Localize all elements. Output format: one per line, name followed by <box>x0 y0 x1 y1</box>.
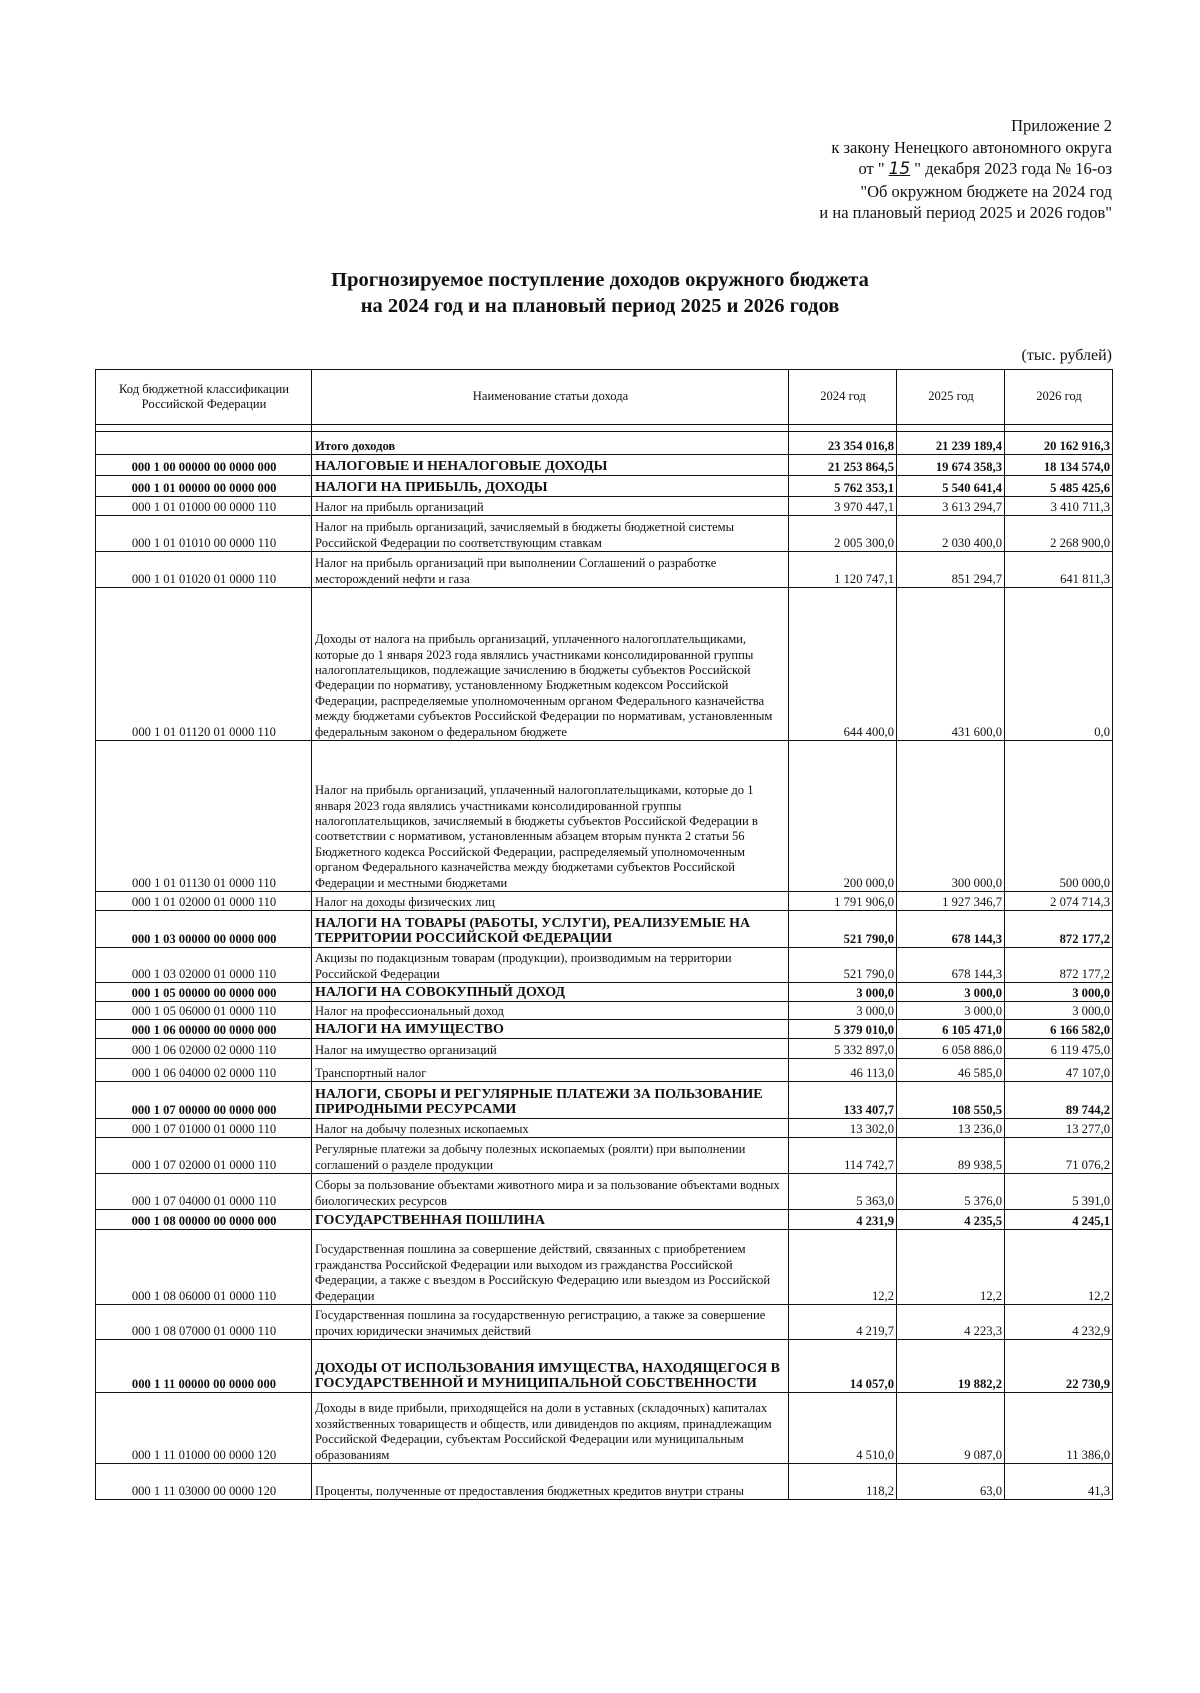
table-row <box>96 1174 1113 1210</box>
row-value-2026: 2 268 900,0 <box>1005 516 1113 552</box>
date-suffix: " декабря 2023 года № 16-оз <box>914 159 1112 178</box>
row-value-2024: 2 005 300,0 <box>789 516 897 552</box>
table-row <box>96 983 1113 1002</box>
row-name: Налог на имущество организаций <box>312 1039 789 1059</box>
table-row <box>96 455 1113 476</box>
row-value-2025: 431 600,0 <box>897 588 1005 741</box>
row-value-2025: 6 058 886,0 <box>897 1039 1005 1059</box>
document-title <box>0 267 1200 319</box>
row-value-2024: 5 332 897,0 <box>789 1039 897 1059</box>
row-code: 000 1 05 00000 00 0000 000 <box>96 983 312 1002</box>
row-value-2025: 3 000,0 <box>897 983 1005 1002</box>
table-row <box>96 1082 1113 1119</box>
row-code: 000 1 01 01120 01 0000 110 <box>96 588 312 741</box>
row-name: НАЛОГОВЫЕ И НЕНАЛОГОВЫЕ ДОХОДЫ <box>312 455 789 476</box>
row-value-2026: 3 000,0 <box>1005 983 1113 1002</box>
row-value-2024: 521 790,0 <box>789 911 897 948</box>
row-name: НАЛОГИ, СБОРЫ И РЕГУЛЯРНЫЕ ПЛАТЕЖИ ЗА ПОЛЬЗОВАНИЕ ПРИРОДНЫМИ РЕСУРСАМИ <box>312 1082 789 1119</box>
row-code: 000 1 06 02000 02 0000 110 <box>96 1039 312 1059</box>
header-name: Наименование статьи дохода <box>312 370 789 425</box>
row-value-2024: 3 000,0 <box>789 983 897 1002</box>
row-name: ДОХОДЫ ОТ ИСПОЛЬЗОВАНИЯ ИМУЩЕСТВА, НАХОДЯЩЕГОСЯ В ГОСУДАРСТВЕННОЙ И МУНИЦИПАЛЬНОЙ СОБСТВЕННОСТИ <box>312 1340 789 1393</box>
table-row <box>96 432 1113 455</box>
row-name: Акцизы по подакцизным товарам (продукции), производимым на территории Российской Федерации <box>312 948 789 983</box>
row-value-2024: 133 407,7 <box>789 1082 897 1119</box>
table-row <box>96 1002 1113 1020</box>
row-name: Налог на прибыль организаций при выполнении Соглашений о разработке месторождений нефти и газа <box>312 552 789 588</box>
appendix-date-line <box>592 158 1112 181</box>
row-name: НАЛОГИ НА ТОВАРЫ (РАБОТЫ, УСЛУГИ), РЕАЛИЗУЕМЫЕ НА ТЕРРИТОРИИ РОССИЙСКОЙ ФЕДЕРАЦИИ <box>312 911 789 948</box>
row-value-2024: 3 000,0 <box>789 1002 897 1020</box>
row-value-2026: 4 232,9 <box>1005 1305 1113 1340</box>
table-row <box>96 948 1113 983</box>
row-code: 000 1 03 00000 00 0000 000 <box>96 911 312 948</box>
row-value-2024: 3 970 447,1 <box>789 497 897 516</box>
header-gap-row <box>96 425 1113 432</box>
row-name: НАЛОГИ НА СОВОКУПНЫЙ ДОХОД <box>312 983 789 1002</box>
row-name: Доходы от налога на прибыль организаций, уплаченного налогоплательщиками, которые до 1 января 2023 года являлись участниками консолидированной группы налогоплательщиков, подлежащие зачислению в бюджеты субъектов Российской Федерации по нормативу, установленному Бюджетным кодексом Российской Федерации, распределяемые уполномоченным органом Федерального казначейства между бюджетами субъектов Российской Федерации по нормативам, установленным федеральным законом о федеральном бюджете <box>312 588 789 741</box>
row-name: Государственная пошлина за государственную регистрацию, а также за совершение прочих юридически значимых действий <box>312 1305 789 1340</box>
row-value-2026: 500 000,0 <box>1005 741 1113 892</box>
row-name: Налог на прибыль организаций, уплаченный налогоплательщиками, которые до 1 января 2023 года являлись участниками консолидированной группы налогоплательщиков, зачисляемый в бюджеты субъектов Российской Федерации в соответствии с нормативом, установленным абзацем вторым пункта 2 статьи 56 Бюджетного кодекса Российской Федерации, распределяемый уполномоченным органом Федерального казначейства между бюджетами субъектов Российской Федерации и местными бюджетами <box>312 741 789 892</box>
row-code: 000 1 11 01000 00 0000 120 <box>96 1393 312 1464</box>
row-name: Проценты, полученные от предоставления бюджетных кредитов внутри страны <box>312 1464 789 1500</box>
table-row <box>96 1020 1113 1039</box>
header-2024: 2024 год <box>789 370 897 425</box>
row-code: 000 1 01 01010 00 0000 110 <box>96 516 312 552</box>
table-row <box>96 552 1113 588</box>
row-value-2026: 18 134 574,0 <box>1005 455 1113 476</box>
row-code: 000 1 05 06000 01 0000 110 <box>96 1002 312 1020</box>
row-value-2026: 12,2 <box>1005 1230 1113 1305</box>
table-row <box>96 476 1113 497</box>
row-name: НАЛОГИ НА ПРИБЫЛЬ, ДОХОДЫ <box>312 476 789 497</box>
row-value-2025: 678 144,3 <box>897 911 1005 948</box>
header-2026: 2026 год <box>1005 370 1113 425</box>
row-name: Доходы в виде прибыли, приходящейся на доли в уставных (складочных) капиталах хозяйственных товариществ и обществ, или дивидендов по акциям, принадлежащим Российской Федерации, субъектам Российской Федерации или муниципальным образованиям <box>312 1393 789 1464</box>
row-code: 000 1 00 00000 00 0000 000 <box>96 455 312 476</box>
row-value-2025: 46 585,0 <box>897 1059 1005 1082</box>
title-line-2: на 2024 год и на плановый период 2025 и 2026 годов <box>360 295 840 317</box>
row-value-2025: 2 030 400,0 <box>897 516 1005 552</box>
row-value-2026: 872 177,2 <box>1005 911 1113 948</box>
row-value-2026: 5 485 425,6 <box>1005 476 1113 497</box>
row-value-2025: 12,2 <box>897 1230 1005 1305</box>
row-value-2026: 89 744,2 <box>1005 1082 1113 1119</box>
row-code: 000 1 11 00000 00 0000 000 <box>96 1340 312 1393</box>
row-value-2025: 3 000,0 <box>897 1002 1005 1020</box>
row-value-2025: 9 087,0 <box>897 1393 1005 1464</box>
row-value-2026: 872 177,2 <box>1005 948 1113 983</box>
row-value-2024: 644 400,0 <box>789 588 897 741</box>
row-code: 000 1 07 00000 00 0000 000 <box>96 1082 312 1119</box>
row-code: 000 1 01 01130 01 0000 110 <box>96 741 312 892</box>
table-row <box>96 1039 1113 1059</box>
row-value-2026: 4 245,1 <box>1005 1210 1113 1230</box>
row-name: ГОСУДАРСТВЕННАЯ ПОШЛИНА <box>312 1210 789 1230</box>
row-value-2025: 678 144,3 <box>897 948 1005 983</box>
row-value-2025: 851 294,7 <box>897 552 1005 588</box>
table-row <box>96 1340 1113 1393</box>
row-value-2024: 1 120 747,1 <box>789 552 897 588</box>
row-value-2026: 641 811,3 <box>1005 552 1113 588</box>
row-value-2026: 5 391,0 <box>1005 1174 1113 1210</box>
row-code: 000 1 01 00000 00 0000 000 <box>96 476 312 497</box>
row-value-2026: 3 000,0 <box>1005 1002 1113 1020</box>
row-value-2024: 14 057,0 <box>789 1340 897 1393</box>
header-2025: 2025 год <box>897 370 1005 425</box>
row-value-2026: 47 107,0 <box>1005 1059 1113 1082</box>
table-row <box>96 1138 1113 1174</box>
row-value-2026: 6 166 582,0 <box>1005 1020 1113 1039</box>
appendix-law-title-1: "Об окружном бюджете на 2024 год <box>860 181 1112 201</box>
row-value-2024: 23 354 016,8 <box>789 432 897 455</box>
row-value-2024: 5 379 010,0 <box>789 1020 897 1039</box>
table-row <box>96 911 1113 948</box>
row-value-2024: 4 510,0 <box>789 1393 897 1464</box>
units-note: (тыс. рублей) <box>1021 347 1112 364</box>
row-value-2024: 200 000,0 <box>789 741 897 892</box>
table-body <box>96 425 1113 1500</box>
row-name: Регулярные платежи за добычу полезных ископаемых (роялти) при выполнении соглашений о разделе продукции <box>312 1138 789 1174</box>
row-value-2024: 118,2 <box>789 1464 897 1500</box>
row-value-2024: 13 302,0 <box>789 1119 897 1138</box>
row-value-2024: 5 762 353,1 <box>789 476 897 497</box>
row-value-2026: 0,0 <box>1005 588 1113 741</box>
row-value-2026: 41,3 <box>1005 1464 1113 1500</box>
row-value-2025: 108 550,5 <box>897 1082 1005 1119</box>
title-line-1: Прогнозируемое поступление доходов окружного бюджета <box>331 269 869 291</box>
row-value-2025: 21 239 189,4 <box>897 432 1005 455</box>
row-code <box>96 432 312 455</box>
row-code: 000 1 07 01000 01 0000 110 <box>96 1119 312 1138</box>
row-name: Итого доходов <box>312 432 789 455</box>
row-code: 000 1 03 02000 01 0000 110 <box>96 948 312 983</box>
row-code: 000 1 08 06000 01 0000 110 <box>96 1230 312 1305</box>
row-value-2025: 4 223,3 <box>897 1305 1005 1340</box>
row-value-2024: 12,2 <box>789 1230 897 1305</box>
row-value-2026: 11 386,0 <box>1005 1393 1113 1464</box>
table-row <box>96 1119 1113 1138</box>
header-code: Код бюджетной классификации Российской Федерации <box>96 370 312 425</box>
table-row <box>96 497 1113 516</box>
row-value-2025: 3 613 294,7 <box>897 497 1005 516</box>
row-code: 000 1 11 03000 00 0000 120 <box>96 1464 312 1500</box>
row-name: Сборы за пользование объектами животного мира и за пользование объектами водных биологических ресурсов <box>312 1174 789 1210</box>
row-code: 000 1 07 04000 01 0000 110 <box>96 1174 312 1210</box>
table-row <box>96 516 1113 552</box>
handwritten-day: 15 <box>888 159 911 179</box>
table-row <box>96 1230 1113 1305</box>
row-value-2026: 13 277,0 <box>1005 1119 1113 1138</box>
row-name: Налог на добычу полезных ископаемых <box>312 1119 789 1138</box>
row-value-2024: 114 742,7 <box>789 1138 897 1174</box>
appendix-law-ref: к закону Ненецкого автономного округа <box>831 137 1112 157</box>
row-name: Государственная пошлина за совершение действий, связанных с приобретением гражданства Российской Федерации или выходом из гражданства Российской Федерации, а также с въездом в Российскую Федерацию или выездом из Российской Федерации <box>312 1230 789 1305</box>
row-value-2025: 13 236,0 <box>897 1119 1005 1138</box>
appendix-law-title-2: и на плановый период 2025 и 2026 годов" <box>819 203 1112 222</box>
row-value-2025: 6 105 471,0 <box>897 1020 1005 1039</box>
row-name: Налог на доходы физических лиц <box>312 892 789 911</box>
row-code: 000 1 01 01020 01 0000 110 <box>96 552 312 588</box>
row-code: 000 1 01 01000 00 0000 110 <box>96 497 312 516</box>
row-value-2025: 5 376,0 <box>897 1174 1005 1210</box>
row-value-2025: 300 000,0 <box>897 741 1005 892</box>
revenue-table <box>95 369 1113 1500</box>
row-code: 000 1 07 02000 01 0000 110 <box>96 1138 312 1174</box>
table-row <box>96 1305 1113 1340</box>
row-value-2026: 3 410 711,3 <box>1005 497 1113 516</box>
row-value-2024: 21 253 864,5 <box>789 455 897 476</box>
row-value-2026: 71 076,2 <box>1005 1138 1113 1174</box>
row-value-2024: 4 219,7 <box>789 1305 897 1340</box>
row-value-2026: 22 730,9 <box>1005 1340 1113 1393</box>
row-value-2025: 89 938,5 <box>897 1138 1005 1174</box>
row-value-2025: 1 927 346,7 <box>897 892 1005 911</box>
row-value-2026: 20 162 916,3 <box>1005 432 1113 455</box>
table-row <box>96 588 1113 741</box>
row-value-2024: 1 791 906,0 <box>789 892 897 911</box>
table-row <box>96 1393 1113 1464</box>
row-value-2024: 46 113,0 <box>789 1059 897 1082</box>
row-name: Налог на прибыль организаций, зачисляемый в бюджеты бюджетной системы Российской Федерации по соответствующим ставкам <box>312 516 789 552</box>
row-value-2026: 6 119 475,0 <box>1005 1039 1113 1059</box>
row-value-2024: 5 363,0 <box>789 1174 897 1210</box>
row-name: НАЛОГИ НА ИМУЩЕСТВО <box>312 1020 789 1039</box>
row-value-2024: 4 231,9 <box>789 1210 897 1230</box>
table-row <box>96 892 1113 911</box>
table-header-row <box>96 370 1113 425</box>
table-row <box>96 1059 1113 1082</box>
row-value-2026: 2 074 714,3 <box>1005 892 1113 911</box>
table-row <box>96 1210 1113 1230</box>
row-value-2025: 5 540 641,4 <box>897 476 1005 497</box>
row-value-2024: 521 790,0 <box>789 948 897 983</box>
table-row <box>96 1464 1113 1500</box>
row-value-2025: 63,0 <box>897 1464 1005 1500</box>
row-code: 000 1 01 02000 01 0000 110 <box>96 892 312 911</box>
table-row <box>96 741 1113 892</box>
row-code: 000 1 08 07000 01 0000 110 <box>96 1305 312 1340</box>
row-name: Налог на прибыль организаций <box>312 497 789 516</box>
row-name: Налог на профессиональный доход <box>312 1002 789 1020</box>
row-code: 000 1 06 04000 02 0000 110 <box>96 1059 312 1082</box>
row-code: 000 1 06 00000 00 0000 000 <box>96 1020 312 1039</box>
row-value-2025: 19 674 358,3 <box>897 455 1005 476</box>
appendix-number: Приложение 2 <box>1011 116 1112 135</box>
date-prefix: от " <box>858 159 885 178</box>
row-code: 000 1 08 00000 00 0000 000 <box>96 1210 312 1230</box>
row-value-2025: 4 235,5 <box>897 1210 1005 1230</box>
appendix-header <box>592 115 1112 224</box>
row-value-2025: 19 882,2 <box>897 1340 1005 1393</box>
row-name: Транспортный налог <box>312 1059 789 1082</box>
